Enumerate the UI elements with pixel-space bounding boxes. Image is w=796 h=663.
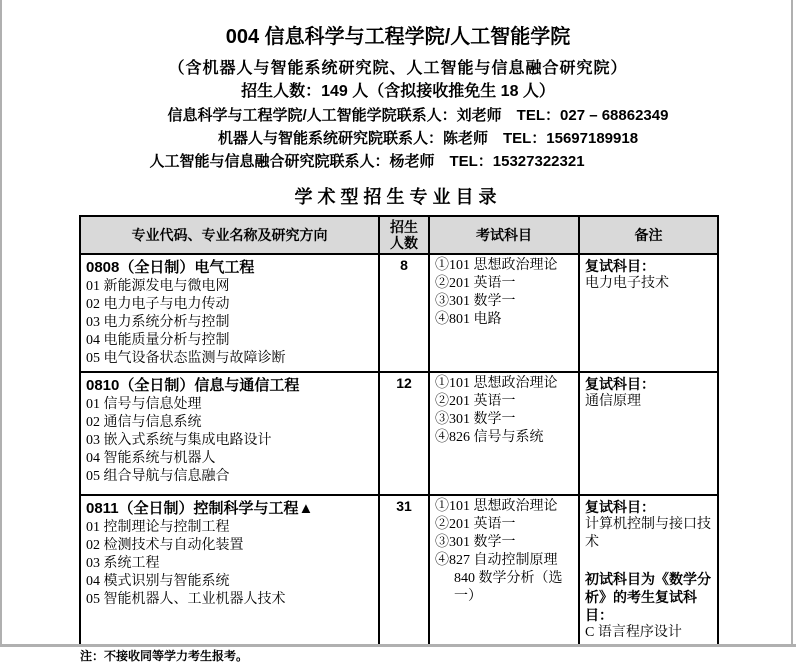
research-direction: 04 电能质量分析与控制 bbox=[86, 333, 230, 348]
column-header-count-line1: 招生 bbox=[390, 219, 418, 235]
footnote: 注：不接收同等学力考生报考。 bbox=[80, 649, 249, 663]
column-header-count-line2: 人数 bbox=[390, 235, 418, 251]
research-direction: 04 模式识别与智能系统 bbox=[86, 574, 230, 589]
admission-count-cell bbox=[379, 495, 429, 645]
catalog-header-row bbox=[80, 216, 718, 254]
admission-count-cell bbox=[379, 372, 429, 495]
research-direction: 03 嵌入式系统与集成电路设计 bbox=[86, 433, 272, 448]
remarks-cell bbox=[579, 254, 718, 372]
column-header-remarks: 备注 bbox=[579, 216, 718, 254]
catalog-table bbox=[79, 215, 719, 646]
enrollment-line: 招生人数：149 人（含拟接收推免生 18 人） bbox=[241, 83, 555, 100]
research-direction: 03 电力系统分析与控制 bbox=[86, 315, 230, 330]
exam-subjects-cell bbox=[429, 372, 579, 495]
exam-subject: ①101 思想政治理论 bbox=[435, 499, 558, 514]
column-header-subjects: 考试科目 bbox=[429, 216, 579, 254]
research-direction: 01 信号与信息处理 bbox=[86, 397, 202, 412]
exam-subject: ④801 电路 bbox=[435, 312, 502, 327]
research-direction: 02 电力电子与电力传动 bbox=[86, 297, 230, 312]
remark-line: 复试科目： bbox=[585, 376, 655, 392]
research-direction: 01 控制理论与控制工程 bbox=[86, 520, 230, 535]
exam-subject: ③301 数学一 bbox=[435, 535, 516, 550]
exam-subject: ④827 自动控制原理 bbox=[435, 553, 558, 568]
major-cell bbox=[80, 254, 379, 372]
exam-subject: ①101 思想政治理论 bbox=[435, 376, 558, 391]
admission-count: 12 bbox=[396, 375, 412, 391]
remark-line: 电力电子技术 bbox=[585, 276, 669, 291]
column-header-count bbox=[379, 216, 429, 254]
remarks-cell bbox=[579, 495, 718, 645]
major-cell bbox=[80, 372, 379, 495]
exam-subject: ③301 数学一 bbox=[435, 294, 516, 309]
page-edge-right bbox=[791, 0, 793, 647]
program-title: 0808（全日制）电气工程 bbox=[86, 259, 255, 276]
contact-line-robotics: 机器人与智能系统研究院联系人：陈老师 TEL：15697189918 bbox=[217, 130, 639, 147]
program-title: 0811（全日制）控制科学与工程▲ bbox=[86, 500, 314, 517]
remark-line: 复试科目： bbox=[585, 258, 655, 274]
document-header bbox=[0, 0, 796, 170]
contact-line-ai-fusion: 人工智能与信息融合研究院联系人：杨老师 TEL：15327322321 bbox=[149, 153, 585, 170]
remark-line: C 语言程序设计 bbox=[585, 625, 682, 640]
catalog-title: 学术型招生专业目录 bbox=[294, 187, 502, 207]
admission-count-cell bbox=[379, 254, 429, 372]
column-header-major: 专业代码、专业名称及研究方向 bbox=[80, 216, 379, 254]
catalog-body bbox=[80, 254, 718, 645]
research-direction: 04 智能系统与机器人 bbox=[86, 451, 216, 466]
catalog-row bbox=[80, 372, 718, 495]
exam-subject: ②201 英语一 bbox=[435, 517, 516, 532]
remark-line bbox=[585, 552, 712, 570]
contact-line-college: 信息科学与工程学院/人工智能学院联系人：刘老师 TEL：027 – 68862349 bbox=[167, 107, 669, 124]
remark-line: 计算机控制与接口技术 bbox=[585, 517, 711, 550]
program-title: 0810（全日制）信息与通信工程 bbox=[86, 377, 300, 394]
research-direction: 02 检测技术与自动化装置 bbox=[86, 538, 244, 553]
remark-line: 复试科目： bbox=[585, 499, 655, 515]
exam-subject: ①101 思想政治理论 bbox=[435, 258, 558, 273]
research-direction: 05 智能机器人、工业机器人技术 bbox=[86, 592, 286, 607]
major-cell bbox=[80, 495, 379, 645]
department-subtitle: （含机器人与智能系统研究院、人工智能与信息融合研究院） bbox=[168, 60, 628, 77]
catalog-row bbox=[80, 254, 718, 372]
remarks-cell bbox=[579, 372, 718, 495]
exam-subject: 840 数学分析（选一） bbox=[454, 571, 563, 604]
exam-subject: ④826 信号与系统 bbox=[435, 430, 544, 445]
department-title: 004 信息科学与工程学院/人工智能学院 bbox=[225, 26, 571, 48]
remark-line: 通信原理 bbox=[585, 394, 641, 409]
exam-subject: ②201 英语一 bbox=[435, 276, 516, 291]
exam-subjects-cell bbox=[429, 495, 579, 645]
exam-subject: ③301 数学一 bbox=[435, 412, 516, 427]
research-direction: 05 组合导航与信息融合 bbox=[86, 469, 230, 484]
exam-subjects-cell bbox=[429, 254, 579, 372]
catalog-row bbox=[80, 495, 718, 645]
exam-subject: ②201 英语一 bbox=[435, 394, 516, 409]
research-direction: 02 通信与信息系统 bbox=[86, 415, 202, 430]
research-direction: 01 新能源发电与微电网 bbox=[86, 279, 230, 294]
research-direction: 03 系统工程 bbox=[86, 556, 160, 571]
admission-count: 31 bbox=[396, 498, 412, 514]
research-direction: 05 电气设备状态监测与故障诊断 bbox=[86, 351, 286, 366]
remark-line: 初试科目为《数学分析》的考生复试科目： bbox=[585, 571, 711, 623]
page-edge-left bbox=[0, 0, 2, 647]
admission-count: 8 bbox=[400, 257, 408, 273]
